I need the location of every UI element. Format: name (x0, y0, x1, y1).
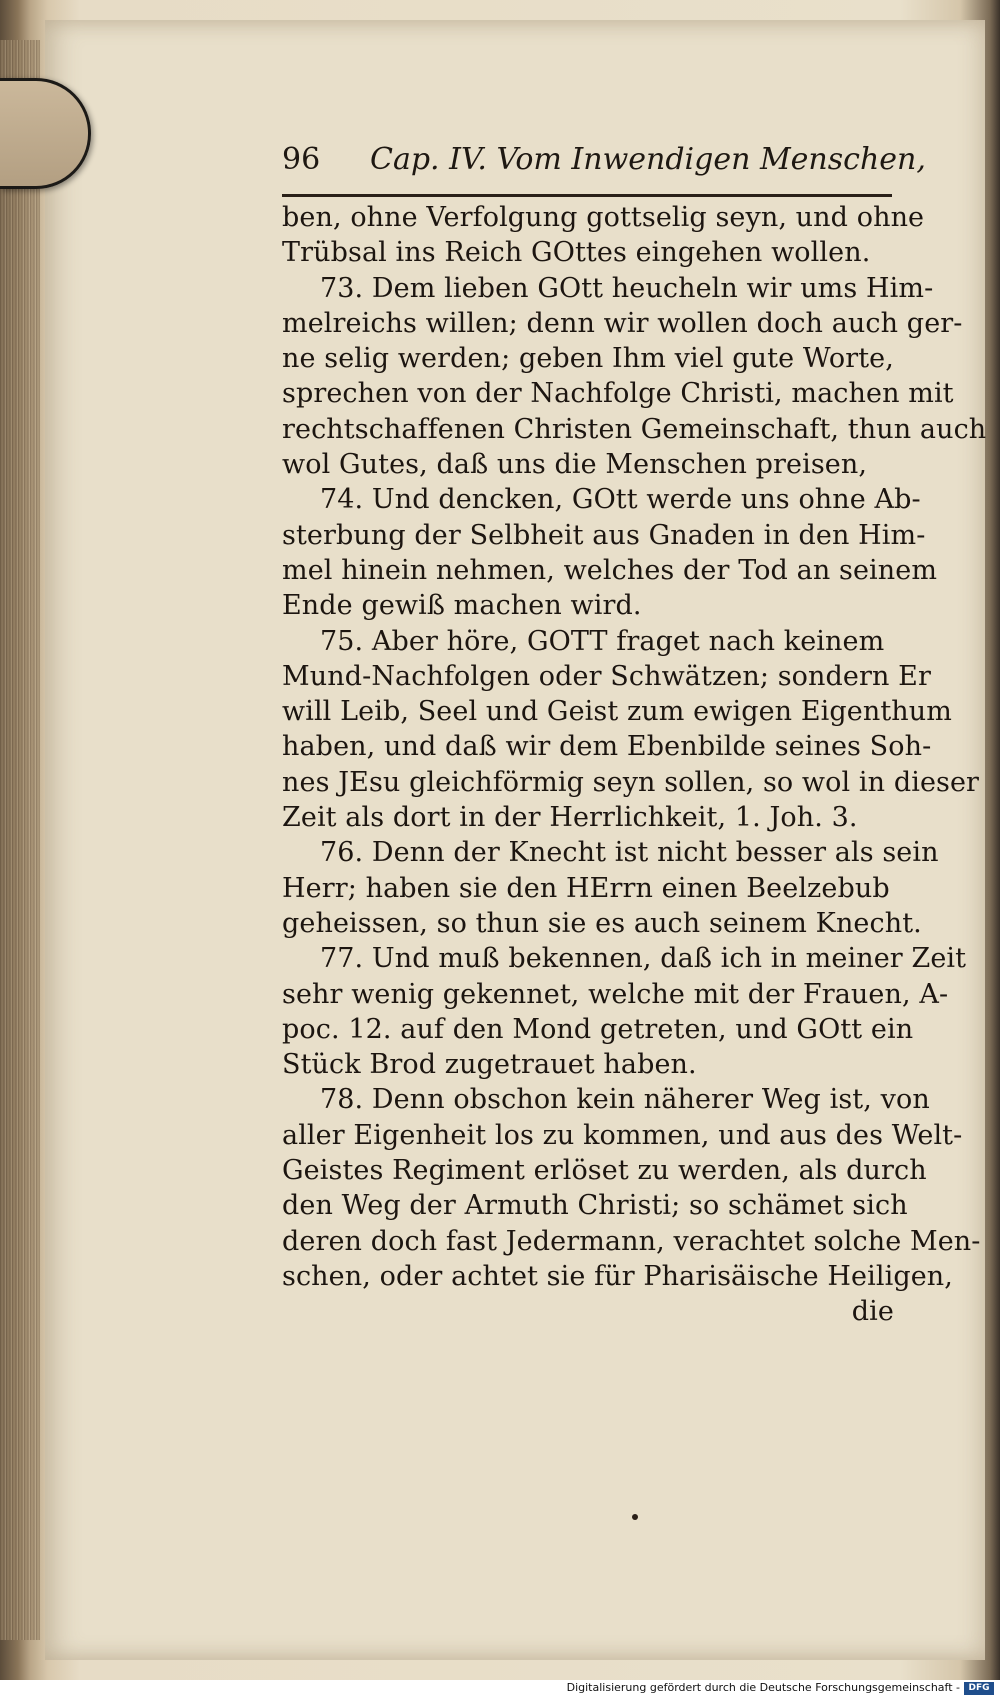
text-line: rechtschaffenen Christen Gemeinschaft, thun auch (282, 413, 987, 445)
body-text (282, 200, 987, 1330)
text-line: 75. Aber höre, GOTT fraget nach keinem (320, 625, 885, 657)
text-line: Herr; haben sie den HErrn einen Beelzebub (282, 872, 890, 904)
page-number: 96 (282, 142, 321, 177)
text-line: poc. 12. auf den Mond getreten, und GOtt ein (282, 1013, 914, 1045)
text-line: wol Gutes, daß uns die Menschen preisen, (282, 449, 868, 481)
text-line: melreichs willen; denn wir wollen doch auch ger- (282, 307, 963, 339)
text-line: sprechen von der Nachfolge Christi, machen mit (282, 378, 954, 410)
text-line: Geistes Regiment erlöset zu werden, als durch (282, 1155, 927, 1187)
text-line: ben, ohne Verfolgung gottselig seyn, und ohne (282, 202, 925, 233)
text-line: aller Eigenheit los zu kommen, und aus des Welt- (282, 1119, 963, 1151)
text-line: 73. Dem lieben GOtt heucheln wir ums Him- (320, 272, 934, 304)
text-line: schen, oder achtet sie für Pharisäische Heiligen, (282, 1260, 953, 1292)
text-line: deren doch fast Jedermann, verachtet solche Men- (282, 1225, 981, 1257)
text-line: Mund-Nachfolgen oder Schwätzen; sondern Er (282, 660, 931, 692)
text-line: sehr wenig gekennet, welche mit der Frauen, A- (282, 978, 949, 1010)
page-header (282, 140, 926, 190)
text-line: Ende gewiß machen wird. (282, 590, 642, 622)
text-line: sterbung der Selbheit aus Gnaden in den Him- (282, 519, 926, 551)
text-line: ne selig werden; geben Ihm viel gute Worte, (282, 343, 894, 375)
page-edges (0, 40, 40, 1640)
text-line: 74. Und dencken, GOtt werde uns ohne Ab- (320, 484, 921, 516)
text-line: nes JEsu gleichförmig seyn sollen, so wol in dieser (282, 766, 980, 798)
running-head: Cap. IV. Vom Inwendigen Menschen, (370, 142, 926, 177)
text-line: geheissen, so thun sie es auch seinem Knecht. (282, 907, 922, 939)
text-line: Zeit als dort in der Herrlichkeit, 1. Joh. 3. (282, 802, 858, 834)
text-line: Trübsal ins Reich GOttes eingehen wollen. (282, 237, 871, 269)
ink-speck (632, 1514, 638, 1520)
text-line: mel hinein nehmen, welches der Tod an seinem (282, 554, 938, 586)
text-line: Stück Brod zugetrauet haben. (282, 1049, 697, 1081)
catchword: die (851, 1296, 894, 1328)
digitization-credit: Digitalisierung gefördert durch die Deutsche Forschungsgemeinschaft - (566, 1681, 960, 1694)
text-line: haben, und daß wir dem Ebenbilde seines Soh- (282, 731, 932, 763)
header-rule (282, 194, 892, 197)
text-line: 77. Und muß bekennen, daß ich in meiner Zeit (320, 943, 967, 975)
dfg-logo: DFG (964, 1682, 994, 1695)
text-line: 78. Denn obschon kein näherer Weg ist, von (320, 1084, 930, 1116)
text-line: will Leib, Seel und Geist zum ewigen Eigenthum (282, 696, 952, 728)
text-line: 76. Denn der Knecht ist nicht besser als sein (320, 837, 939, 869)
text-line: den Weg der Armuth Christi; so schämet sich (282, 1190, 908, 1222)
